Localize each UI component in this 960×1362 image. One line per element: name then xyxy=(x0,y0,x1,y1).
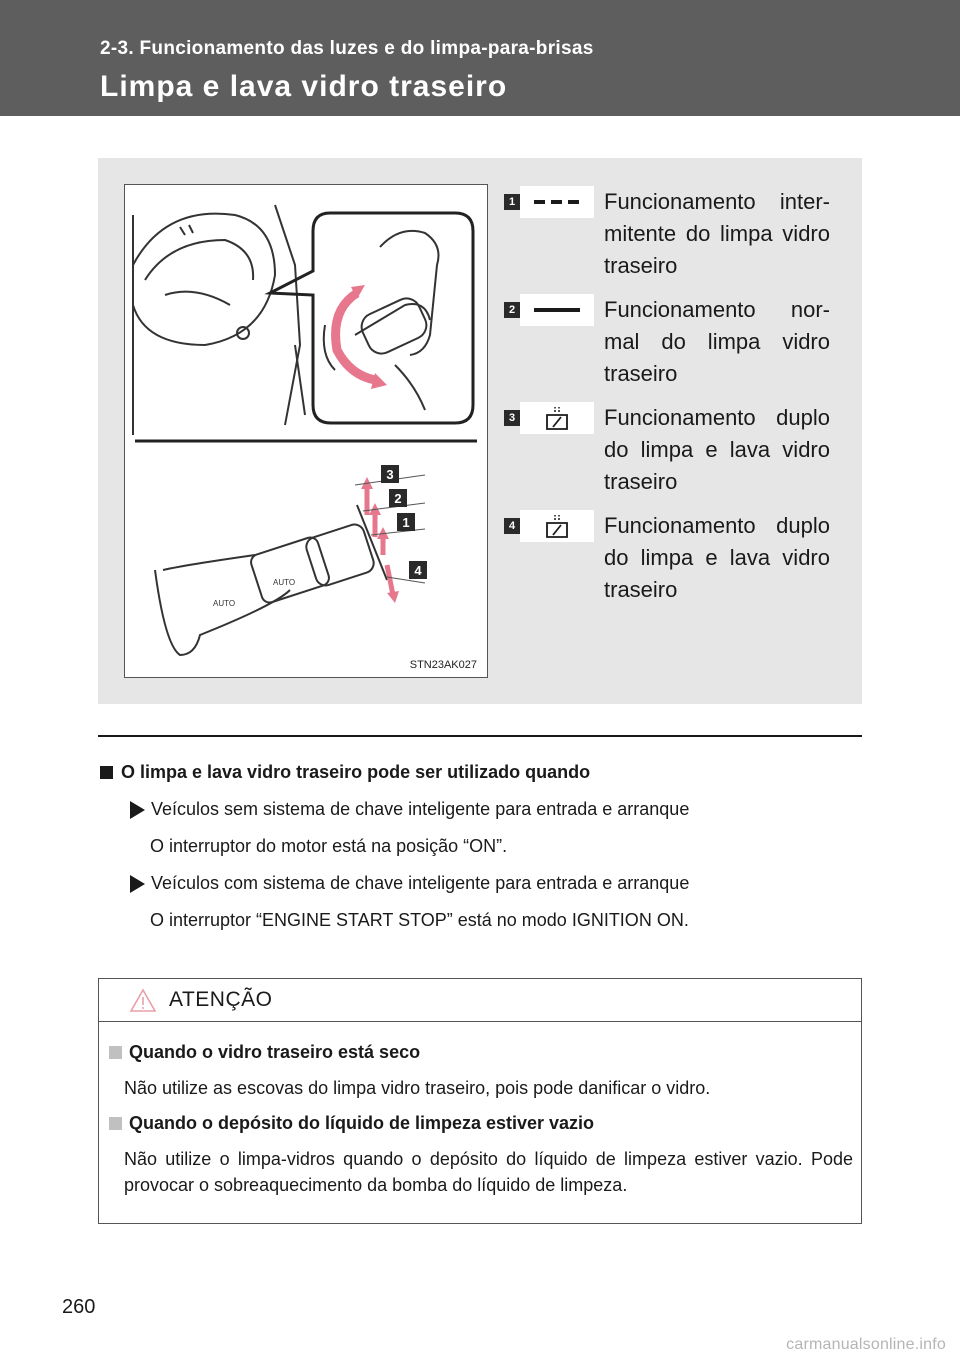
caution-text: Não utilize o limpa-vidros quando o depósito do líquido de limpeza estiver vazio. Pode provocar o sobreaquecimento da bomba do líquido de limpeza. xyxy=(124,1149,853,1195)
legend-item xyxy=(504,402,830,498)
legend-number-badge: 1 xyxy=(504,194,520,210)
square-bullet-icon xyxy=(100,766,113,779)
square-bullet-icon xyxy=(109,1117,122,1130)
rotation-arrow xyxy=(336,293,375,380)
legend-item xyxy=(504,510,830,606)
svg-text:1: 1 xyxy=(402,515,410,530)
square-bullet-icon xyxy=(109,1046,122,1059)
caution-heading xyxy=(109,1113,853,1134)
figure-panel xyxy=(98,158,862,704)
conditions-section xyxy=(100,762,860,931)
condition-detail: O interruptor do motor está na posição “ON”. xyxy=(150,836,508,856)
page-number: 260 xyxy=(62,1296,96,1318)
watermark-link[interactable]: carmanualsonline.info xyxy=(786,1336,946,1353)
condition-item xyxy=(130,873,860,894)
legend-number-badge: 2 xyxy=(504,302,520,318)
callout-badge-3 xyxy=(381,465,399,483)
callout-badge-2 xyxy=(389,489,407,507)
callout-badge-4 xyxy=(409,561,427,579)
solid-line-icon xyxy=(520,294,594,326)
page-title: Limpa e lava vidro traseiro xyxy=(100,70,508,103)
caution-text: Não utilize as escovas do limpa vidro traseiro, pois pode danificar o vidro. xyxy=(124,1078,711,1098)
triangle-bullet-icon xyxy=(130,875,145,893)
wiper-lever-illustration xyxy=(124,184,488,678)
legend-text: Funcionamento duplo do limpa e lava vidro traseiro xyxy=(604,405,830,494)
legend-text: Funcionamento nor-mal do limpa vidro traseiro xyxy=(604,297,830,386)
condition-detail: O interruptor “ENGINE START STOP” está no modo IGNITION ON. xyxy=(150,910,689,930)
callout-badge-1 xyxy=(397,513,415,531)
steering-wheel-drawing xyxy=(133,205,305,435)
caution-heading-text: Quando o depósito do líquido de limpeza estiver vazio xyxy=(129,1113,595,1133)
triangle-bullet-icon xyxy=(130,801,145,819)
condition-label: Veículos sem sistema de chave inteligente para entrada e arranque xyxy=(151,799,690,819)
legend-number-badge: 3 xyxy=(504,410,520,426)
caution-body xyxy=(99,1022,861,1198)
legend xyxy=(504,186,830,618)
dashed-line-icon xyxy=(520,186,594,218)
legend-item xyxy=(504,294,830,390)
svg-text:4: 4 xyxy=(414,563,422,578)
condition-item xyxy=(130,799,860,820)
svg-text:3: 3 xyxy=(386,467,394,482)
rear-washer-icon xyxy=(520,510,594,542)
illustration-drawing xyxy=(125,185,487,677)
illustration-code: STN23AK027 xyxy=(409,659,477,671)
rear-washer-icon xyxy=(520,402,594,434)
conditions-heading-text: O limpa e lava vidro traseiro pode ser utilizado quando xyxy=(121,762,591,782)
page-header xyxy=(0,0,960,116)
lever-label-2: AUTO xyxy=(273,578,296,587)
caution-heading xyxy=(109,1042,853,1063)
legend-number-badge: 4 xyxy=(504,518,520,534)
legend-text: Funcionamento duplo do limpa e lava vidro traseiro xyxy=(604,513,830,602)
condition-label: Veículos com sistema de chave inteligente para entrada e arranque xyxy=(151,873,690,893)
caution-heading-text: Quando o vidro traseiro está seco xyxy=(129,1042,421,1062)
caution-box xyxy=(98,978,862,1224)
caution-header xyxy=(99,979,861,1022)
legend-item xyxy=(504,186,830,282)
section-title: 2-3. Funcionamento das luzes e do limpa-para-brisas xyxy=(100,38,594,59)
warning-triangle-icon xyxy=(129,988,157,1013)
wiper-stalk-drawing xyxy=(155,505,387,655)
zoom-frame xyxy=(270,213,473,423)
section-divider xyxy=(98,735,862,737)
caution-title: ATENÇÃO xyxy=(169,988,273,1011)
lever-label-1: AUTO xyxy=(213,599,236,608)
svg-text:2: 2 xyxy=(394,491,402,506)
legend-text: Funcionamento inter-mitente do limpa vidro traseiro xyxy=(604,189,830,278)
conditions-heading xyxy=(100,762,860,783)
